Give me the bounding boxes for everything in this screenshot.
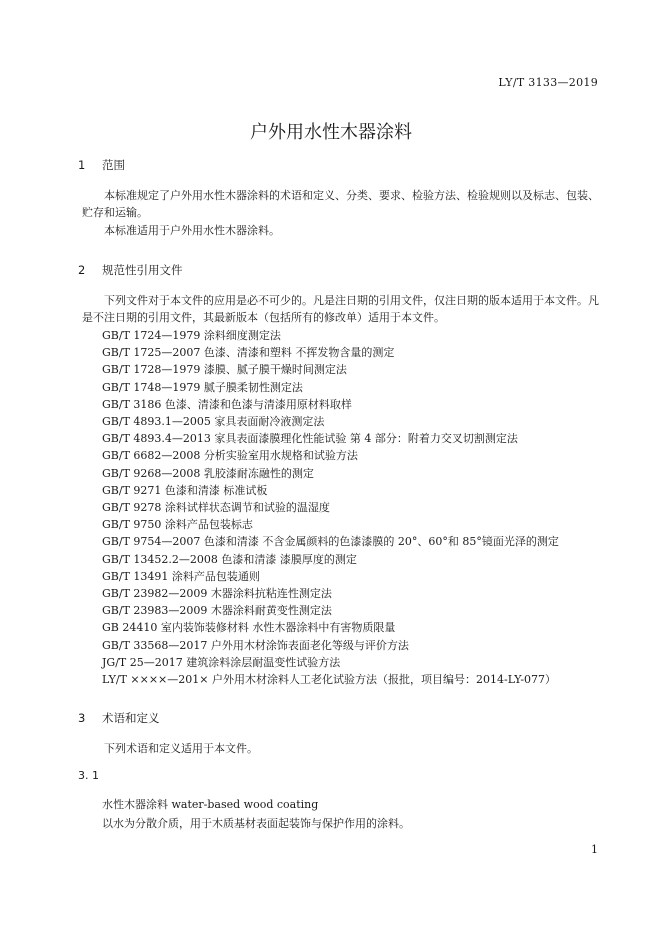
- reference-item: LY/T ××××—201× 户外用木材涂料人工老化试验方法（报批，项目编号：2014-LY-077）: [102, 673, 557, 687]
- term-number: 3. 1: [78, 769, 99, 782]
- reference-item: GB/T 23983—2009 木器涂料耐黄变性测定法: [102, 604, 332, 618]
- reference-item: GB/T 6682—2008 分析实验室用水规格和试验方法: [102, 449, 358, 463]
- reference-item: GB/T 4893.1—2005 家具表面耐冷液测定法: [102, 415, 325, 429]
- section-heading-terms: [78, 710, 160, 726]
- page-number: 1: [591, 843, 598, 856]
- reference-item: GB/T 9754—2007 色漆和清漆 不含金属颜料的色漆漆膜的 20°、60°和 85°镜面光泽的测定: [102, 535, 559, 549]
- reference-list: [102, 327, 559, 688]
- reference-item: GB/T 1748—1979 腻子膜柔韧性测定法: [102, 380, 303, 394]
- section-heading-scope: [78, 157, 125, 173]
- section-number: 3: [78, 711, 86, 725]
- section-number: 2: [78, 263, 86, 277]
- terms-intro-paragraph: 下列术语和定义适用于本文件。: [104, 742, 258, 755]
- reference-item: GB/T 1724—1979 涂料细度测定法: [102, 329, 281, 342]
- section-title: 术语和定义: [102, 711, 160, 725]
- section-heading-normative-references: [78, 262, 183, 278]
- scope-paragraph-1: 本标准规定了户外用水性木器涂料的术语和定义、分类、要求、检验方法、检验规则以及标志、包装、贮存和运输。: [82, 189, 599, 219]
- term-name: 水性木器涂料 water-based wood coating: [102, 798, 319, 811]
- reference-item: GB/T 4893.4—2013 家具表面漆膜理化性能试验 第 4 部分：附着力交叉切割测定法: [102, 432, 518, 446]
- scope-paragraph-2: 本标准适用于户外用水性木器涂料。: [104, 224, 280, 237]
- standard-code: LY/T 3133—2019: [498, 76, 598, 89]
- section-title: 规范性引用文件: [102, 263, 183, 277]
- section-number: 1: [78, 158, 86, 172]
- reference-item: GB/T 1725—2007 色漆、清漆和塑料 不挥发物含量的测定: [102, 346, 395, 360]
- document-title: 户外用水性木器涂料: [250, 122, 412, 143]
- reference-item: JG/T 25—2017 建筑涂料涂层耐温变性试验方法: [102, 655, 341, 669]
- reference-item: GB/T 9268—2008 乳胶漆耐冻融性的测定: [102, 466, 314, 480]
- normative-intro-paragraph: 下列文件对于本文件的应用是必不可少的。凡是注日期的引用文件，仅注日期的版本适用于本文件。凡是不注日期的引用文件，其最新版本（包括所有的修改单）适用于本文件。: [82, 294, 599, 324]
- reference-item: GB/T 33568—2017 户外用木材涂饰表面老化等级与评价方法: [102, 638, 409, 652]
- reference-item: GB/T 9278 涂料试样状态调节和试验的温湿度: [102, 501, 330, 515]
- reference-item: GB/T 9271 色漆和清漆 标准试板: [102, 483, 268, 497]
- reference-item: GB/T 3186 色漆、清漆和色漆与清漆用原材料取样: [102, 397, 352, 411]
- reference-item: GB/T 13491 涂料产品包装通则: [102, 569, 260, 583]
- reference-item: GB/T 13452.2—2008 色漆和清漆 漆膜厚度的测定: [102, 552, 357, 566]
- section-title: 范围: [102, 158, 125, 172]
- term-definition: 以水为分散介质，用于木质基材表面起装饰与保护作用的涂料。: [102, 817, 410, 830]
- reference-item: GB/T 9750 涂料产品包装标志: [102, 518, 253, 532]
- reference-item: GB/T 1728—1979 漆膜、腻子膜干燥时间测定法: [102, 363, 347, 377]
- reference-item: GB/T 23982—2009 木器涂料抗粘连性测定法: [102, 587, 332, 601]
- reference-item: GB 24410 室内装饰装修材料 水性木器涂料中有害物质限量: [102, 621, 396, 635]
